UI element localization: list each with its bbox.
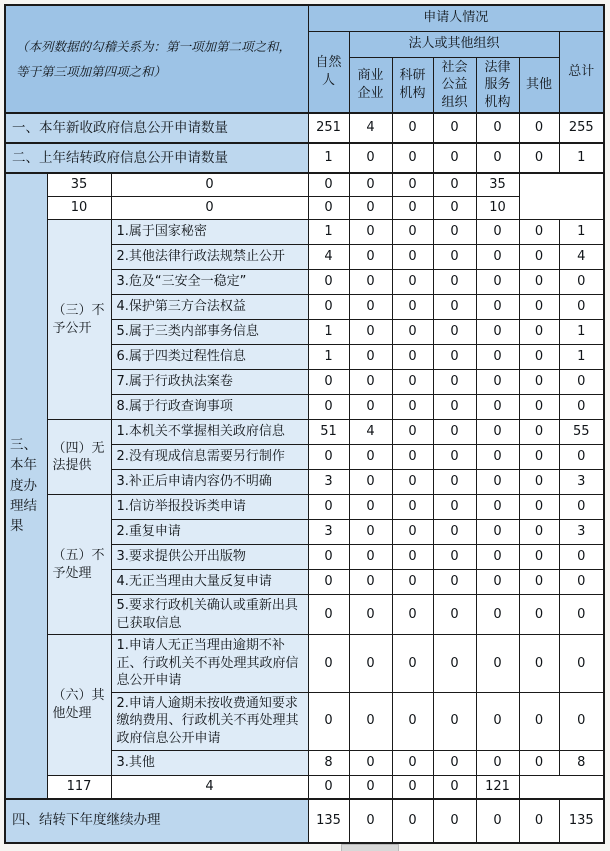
- section-label-vertical: 三、本年度办理结果: [5, 173, 47, 798]
- data-cell: 0: [519, 345, 559, 370]
- section-label: 四、结转下年度继续办理: [5, 799, 308, 843]
- data-cell: 0: [476, 295, 519, 320]
- data-cell: 0: [349, 775, 392, 799]
- data-cell: 4: [349, 113, 392, 143]
- data-cell: 0: [392, 470, 433, 495]
- data-cell: 1: [308, 220, 349, 245]
- data-cell: 0: [392, 345, 433, 370]
- data-cell: 0: [111, 197, 308, 220]
- data-cell: 0: [392, 635, 433, 693]
- header-org-col: 科研机构: [392, 57, 433, 113]
- table-row: [5, 420, 604, 445]
- data-cell: 0: [349, 345, 392, 370]
- data-cell: 0: [308, 270, 349, 295]
- data-cell: 0: [476, 395, 519, 420]
- data-cell: 0: [476, 270, 519, 295]
- data-cell: 0: [392, 570, 433, 595]
- item-label: 6.属于四类过程性信息: [111, 345, 308, 370]
- data-cell: 0: [392, 143, 433, 173]
- data-cell: 0: [433, 520, 476, 545]
- data-cell: 0: [476, 520, 519, 545]
- data-cell: 0: [559, 270, 604, 295]
- data-cell: 0: [476, 635, 519, 693]
- data-cell: 0: [519, 220, 559, 245]
- data-cell: 0: [476, 445, 519, 470]
- item-label: 7.属于行政执法案卷: [111, 370, 308, 395]
- item-label: 3.其他: [111, 750, 308, 775]
- data-cell: 0: [392, 197, 433, 220]
- data-cell: 0: [392, 370, 433, 395]
- header-org-col: 社会公益组织: [433, 57, 476, 113]
- item-label: 2.申请人逾期未按收费通知要求缴纳费用、行政机关不再处理其政府信息公开申请: [111, 692, 308, 750]
- data-cell: 0: [559, 495, 604, 520]
- data-cell: 35: [476, 173, 519, 197]
- data-cell: 1: [559, 143, 604, 173]
- group-label: （四）无法提供: [47, 420, 111, 495]
- data-cell: 0: [349, 270, 392, 295]
- header-total: 总计: [559, 31, 604, 113]
- data-cell: 4: [111, 775, 308, 799]
- item-label: 5.要求行政机关确认或重新出具已获取信息: [111, 595, 308, 635]
- table-row: [5, 173, 604, 197]
- data-cell: 0: [392, 113, 433, 143]
- data-cell: 0: [476, 692, 519, 750]
- data-cell: 0: [476, 345, 519, 370]
- data-cell: 10: [476, 197, 519, 220]
- data-cell: 0: [476, 370, 519, 395]
- item-label: 3.危及“三安全一稳定”: [111, 270, 308, 295]
- data-cell: 117: [47, 775, 111, 799]
- data-cell: 135: [559, 799, 604, 843]
- data-cell: 0: [308, 570, 349, 595]
- data-cell: 55: [559, 420, 604, 445]
- data-cell: 0: [433, 750, 476, 775]
- table-body: [5, 113, 604, 842]
- data-cell: 0: [519, 495, 559, 520]
- data-cell: 0: [308, 495, 349, 520]
- item-label: 1.申请人无正当理由逾期不补正、行政机关不再处理其政府信息公开申请: [111, 635, 308, 693]
- data-cell: 0: [519, 520, 559, 545]
- table-header: [5, 5, 604, 113]
- group-label: （三）不予公开: [47, 220, 111, 420]
- data-cell: 0: [476, 143, 519, 173]
- data-cell: 0: [519, 295, 559, 320]
- data-cell: 0: [308, 595, 349, 635]
- data-cell: 0: [433, 270, 476, 295]
- data-cell: 0: [519, 750, 559, 775]
- header-org-col: 其他: [519, 57, 559, 113]
- data-cell: 0: [392, 173, 433, 197]
- data-cell: 255: [559, 113, 604, 143]
- data-cell: 0: [476, 245, 519, 270]
- data-cell: 0: [349, 545, 392, 570]
- data-cell: 0: [392, 320, 433, 345]
- data-cell: 8: [308, 750, 349, 775]
- header-org-col: 商业企业: [349, 57, 392, 113]
- data-cell: 0: [519, 692, 559, 750]
- data-cell: 0: [392, 295, 433, 320]
- data-cell: 0: [433, 143, 476, 173]
- data-cell: 0: [349, 320, 392, 345]
- data-cell: 0: [476, 750, 519, 775]
- data-cell: 0: [559, 395, 604, 420]
- data-cell: 0: [559, 635, 604, 693]
- data-cell: 0: [519, 445, 559, 470]
- data-cell: 0: [111, 173, 308, 197]
- item-label: 2.其他法律行政法规禁止公开: [111, 245, 308, 270]
- data-cell: 3: [308, 520, 349, 545]
- data-cell: 0: [392, 799, 433, 843]
- data-cell: 0: [519, 113, 559, 143]
- item-label: 3.补正后申请内容仍不明确: [111, 470, 308, 495]
- item-label: 2.重复申请: [111, 520, 308, 545]
- data-cell: 0: [308, 295, 349, 320]
- report-table: [4, 4, 605, 844]
- data-cell: 0: [519, 270, 559, 295]
- data-cell: 0: [349, 220, 392, 245]
- data-cell: 0: [559, 545, 604, 570]
- data-cell: 0: [433, 420, 476, 445]
- data-cell: 0: [519, 545, 559, 570]
- item-label: 1.本机关不掌握相关政府信息: [111, 420, 308, 445]
- data-cell: 0: [433, 295, 476, 320]
- data-cell: 0: [476, 799, 519, 843]
- header-natural-person: 自然人: [308, 31, 349, 113]
- data-cell: 0: [476, 113, 519, 143]
- data-cell: 0: [392, 595, 433, 635]
- data-cell: 0: [559, 295, 604, 320]
- horizontal-scrollbar-thumb[interactable]: [341, 844, 399, 851]
- data-cell: 0: [519, 370, 559, 395]
- data-cell: 8: [559, 750, 604, 775]
- data-cell: 0: [349, 173, 392, 197]
- table-row: [5, 143, 604, 173]
- section-label: 一、本年新收政府信息公开申请数量: [5, 113, 308, 143]
- data-cell: 0: [519, 595, 559, 635]
- data-cell: 1: [308, 143, 349, 173]
- data-cell: 0: [308, 545, 349, 570]
- data-cell: 0: [349, 197, 392, 220]
- data-cell: 0: [349, 143, 392, 173]
- data-cell: 0: [476, 420, 519, 445]
- data-cell: 0: [392, 750, 433, 775]
- data-cell: 4: [559, 245, 604, 270]
- table-row: [5, 635, 604, 693]
- data-cell: 0: [519, 635, 559, 693]
- data-cell: 0: [519, 570, 559, 595]
- data-cell: 0: [433, 245, 476, 270]
- data-cell: 35: [47, 173, 111, 197]
- table-row: [5, 775, 604, 799]
- table-row: [5, 113, 604, 143]
- data-cell: 0: [392, 270, 433, 295]
- data-cell: 1: [559, 345, 604, 370]
- item-label: 1.属于国家秘密: [111, 220, 308, 245]
- data-cell: 4: [308, 245, 349, 270]
- data-cell: 0: [392, 775, 433, 799]
- data-cell: 135: [308, 799, 349, 843]
- data-cell: 3: [559, 470, 604, 495]
- data-cell: 0: [559, 370, 604, 395]
- data-cell: 0: [476, 595, 519, 635]
- data-cell: 0: [433, 545, 476, 570]
- header-legal-or-other-org: 法人或其他组织: [349, 31, 559, 57]
- data-cell: 0: [433, 197, 476, 220]
- data-cell: 0: [308, 370, 349, 395]
- data-cell: 0: [349, 370, 392, 395]
- data-cell: 0: [559, 570, 604, 595]
- data-cell: 0: [349, 750, 392, 775]
- data-cell: 0: [349, 445, 392, 470]
- data-cell: 0: [476, 220, 519, 245]
- data-cell: 0: [559, 445, 604, 470]
- data-cell: 0: [433, 370, 476, 395]
- data-cell: 0: [433, 470, 476, 495]
- data-cell: 0: [433, 345, 476, 370]
- data-cell: 1: [308, 320, 349, 345]
- data-cell: 3: [559, 520, 604, 545]
- group-label: （六）其他处理: [47, 635, 111, 775]
- table-row: [5, 220, 604, 245]
- data-cell: 4: [349, 420, 392, 445]
- data-cell: 0: [433, 799, 476, 843]
- data-cell: 0: [349, 245, 392, 270]
- data-cell: 0: [308, 692, 349, 750]
- annotation-note: （本列数据的勾稽关系为：第一项加第二项之和，等于第三项加第四项之和）: [5, 5, 308, 113]
- data-cell: 0: [308, 775, 349, 799]
- data-cell: 0: [519, 470, 559, 495]
- data-cell: 0: [433, 445, 476, 470]
- data-cell: 10: [47, 197, 111, 220]
- data-cell: 51: [308, 420, 349, 445]
- data-cell: 0: [433, 395, 476, 420]
- data-cell: 0: [392, 692, 433, 750]
- data-cell: 0: [349, 635, 392, 693]
- data-cell: 0: [433, 320, 476, 345]
- data-cell: 0: [519, 420, 559, 445]
- item-label: 1.信访举报投诉类申请: [111, 495, 308, 520]
- data-cell: 0: [433, 220, 476, 245]
- data-cell: 0: [392, 245, 433, 270]
- data-cell: 121: [476, 775, 519, 799]
- data-cell: 0: [476, 320, 519, 345]
- data-cell: 0: [349, 570, 392, 595]
- data-cell: 0: [349, 495, 392, 520]
- section-label: 二、上年结转政府信息公开申请数量: [5, 143, 308, 173]
- data-cell: 0: [349, 692, 392, 750]
- data-cell: 0: [433, 113, 476, 143]
- data-cell: 1: [559, 220, 604, 245]
- data-cell: 0: [392, 395, 433, 420]
- group-label: （五）不予处理: [47, 495, 111, 635]
- data-cell: 0: [308, 197, 349, 220]
- data-cell: 0: [476, 495, 519, 520]
- table-row: [5, 197, 604, 220]
- table-row: [5, 799, 604, 843]
- item-label: 3.要求提供公开出版物: [111, 545, 308, 570]
- table-row: [5, 495, 604, 520]
- data-cell: 0: [308, 173, 349, 197]
- data-cell: 0: [349, 595, 392, 635]
- data-cell: 0: [519, 245, 559, 270]
- data-cell: 0: [519, 320, 559, 345]
- data-cell: 0: [519, 143, 559, 173]
- item-label: 4.无正当理由大量反复申请: [111, 570, 308, 595]
- data-cell: 0: [392, 545, 433, 570]
- data-cell: 0: [559, 692, 604, 750]
- item-label: 5.属于三类内部事务信息: [111, 320, 308, 345]
- data-cell: 0: [519, 395, 559, 420]
- data-cell: 0: [308, 635, 349, 693]
- data-cell: 3: [308, 470, 349, 495]
- data-cell: 0: [476, 570, 519, 595]
- data-cell: 0: [349, 295, 392, 320]
- data-cell: 0: [392, 420, 433, 445]
- data-cell: 0: [349, 395, 392, 420]
- data-cell: 0: [519, 799, 559, 843]
- data-cell: 0: [433, 775, 476, 799]
- item-label: 2.没有现成信息需要另行制作: [111, 445, 308, 470]
- item-label: 8.属于行政查询事项: [111, 395, 308, 420]
- data-cell: 0: [349, 520, 392, 545]
- item-label: 4.保护第三方合法权益: [111, 295, 308, 320]
- data-cell: 0: [559, 595, 604, 635]
- data-cell: 0: [349, 470, 392, 495]
- data-cell: 0: [433, 173, 476, 197]
- data-cell: 0: [433, 635, 476, 693]
- data-cell: 0: [308, 445, 349, 470]
- data-cell: 0: [433, 595, 476, 635]
- data-cell: 0: [476, 470, 519, 495]
- data-cell: 0: [392, 220, 433, 245]
- header-org-col: 法律服务机构: [476, 57, 519, 113]
- data-cell: 1: [308, 345, 349, 370]
- data-cell: 251: [308, 113, 349, 143]
- data-cell: 0: [433, 570, 476, 595]
- data-cell: 0: [349, 799, 392, 843]
- data-cell: 0: [433, 692, 476, 750]
- data-cell: 1: [559, 320, 604, 345]
- data-cell: 0: [392, 445, 433, 470]
- data-cell: 0: [308, 395, 349, 420]
- header-applicant-situation: 申请人情况: [308, 5, 604, 31]
- data-cell: 0: [476, 545, 519, 570]
- data-cell: 0: [433, 495, 476, 520]
- data-cell: 0: [392, 495, 433, 520]
- data-cell: 0: [392, 520, 433, 545]
